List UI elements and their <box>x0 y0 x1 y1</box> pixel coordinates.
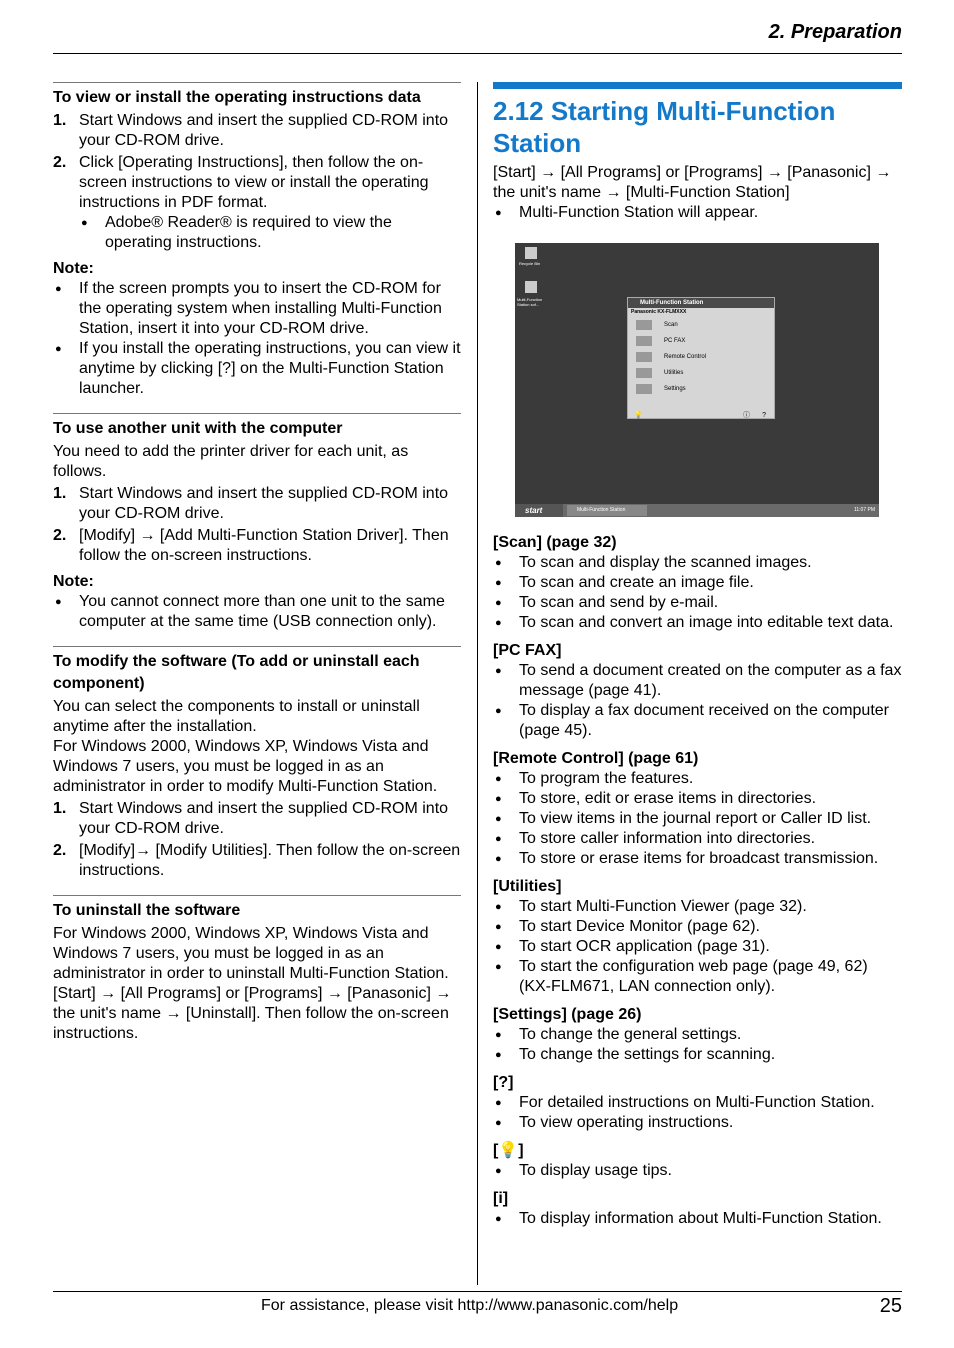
step-number: 2. <box>53 842 67 859</box>
remote-bullet: ● To program the features. <box>493 769 902 789</box>
another-note-1: ● You cannot connect more than one unit to the same computer at the same time (USB connection only). <box>53 592 461 632</box>
footer-assistance: For assistance, please visit http://www.panasonic.com/help <box>261 1297 679 1314</box>
help-icon[interactable]: ? <box>762 412 766 419</box>
scan-bullet: ● To scan and send by e-mail. <box>493 593 902 613</box>
recycle-bin-label: Recycle Bin <box>519 261 541 266</box>
mfs-window-title: Multi-Function Station <box>628 298 774 308</box>
launcher-utilities[interactable]: Utilities <box>628 365 774 381</box>
step-text: [Modify] → [Add Multi-Function Station Driver]. Then follow the on-screen instructions. <box>79 527 449 564</box>
title-rule <box>493 82 902 89</box>
modify-para-1: You can select the components to install or uninstall anytime after the installation. <box>53 698 420 735</box>
taskbar-mfs-task[interactable]: Multi-Function Station <box>567 505 647 516</box>
utilities-bullet: ● To start the configuration web page (page 49, 62) (KX-FLM671, LAN connection only). <box>493 957 902 997</box>
start-button[interactable]: start <box>515 504 563 517</box>
pcfax-bullet: ● To display a fax document received on the computer (page 45). <box>493 701 902 741</box>
step-text: Click [Operating Instructions], then follow the on-screen instructions to view or install the operating instructions in PDF format. <box>79 154 429 211</box>
start-path: [Start] → [All Programs] or [Programs] → [Panasonic] → the unit's name → [Multi-Function Station] <box>493 164 892 201</box>
info-heading: [i] <box>493 1190 509 1207</box>
step-number: 1. <box>53 112 67 129</box>
start-path-bullet: ● Multi-Function Station will appear. <box>493 203 902 223</box>
settings-heading: [Settings] (page 26) <box>493 1006 642 1023</box>
page-number: 25 <box>879 1295 902 1317</box>
view-note-label: Note: <box>53 260 94 277</box>
another-note-label: Note: <box>53 573 94 590</box>
page-footer <box>53 1291 902 1317</box>
lightbulb-icon[interactable]: 💡 <box>634 412 643 419</box>
scan-bullet: ● To scan and display the scanned images. <box>493 553 902 573</box>
taskbar-clock: 11:07 PM <box>853 507 875 513</box>
scan-bullet: ● To scan and create an image file. <box>493 573 902 593</box>
step-number: 1. <box>53 485 67 502</box>
help-bullet: ● To view operating instructions. <box>493 1113 902 1133</box>
pcfax-heading: [PC FAX] <box>493 642 562 659</box>
desktop-screenshot <box>515 243 879 517</box>
tips-heading: [💡] <box>493 1142 524 1159</box>
chapter-title: 2.12 Starting Multi-Function Station <box>493 96 836 158</box>
launcher-scan[interactable]: Scan <box>628 317 774 333</box>
right-column <box>493 82 902 1229</box>
info-bullet: ● To display information about Multi-Function Station. <box>493 1209 902 1229</box>
another-step-1 <box>53 484 461 524</box>
step-text: Start Windows and insert the supplied CD-ROM into your CD-ROM drive. <box>79 800 449 837</box>
step-number: 2. <box>53 154 67 171</box>
remote-bullet: ● To view items in the journal report or Caller ID list. <box>493 809 902 829</box>
utilities-bullet: ● To start OCR application (page 31). <box>493 937 902 957</box>
step-text: [Modify]→ [Modify Utilities]. Then follow the on-screen instructions. <box>79 842 461 879</box>
view-note-2: ● If you install the operating instructions, you can view it anytime by clicking [?] on the Multi-Function Station launcher. <box>53 339 461 399</box>
view-install-heading: To view or install the operating instructions data <box>53 89 421 106</box>
page-header <box>53 20 902 54</box>
another-step-2 <box>53 526 461 566</box>
modify-heading: To modify the software (To add or uninstall each component) <box>53 653 420 692</box>
taskbar <box>515 504 879 517</box>
another-unit-heading: To use another unit with the computer <box>53 420 343 437</box>
view-install-section <box>53 82 461 399</box>
utilities-bullet: ● To start Device Monitor (page 62). <box>493 917 902 937</box>
mfs-desktop-label: Multi-Function Station sof... <box>517 297 543 307</box>
step-number: 2. <box>53 527 67 544</box>
step-text: Start Windows and insert the supplied CD-ROM into your CD-ROM drive. <box>79 485 449 522</box>
modify-para-2: For Windows 2000, Windows XP, Windows Vista and Windows 7 users, you must be logged in as an administrator in order to modify Multi-Function Station. <box>53 738 438 795</box>
another-unit-intro: You need to add the printer driver for each unit, as follows. <box>53 443 409 480</box>
launcher-settings[interactable]: Settings <box>628 381 774 397</box>
utilities-bullet: ● To start Multi-Function Viewer (page 32). <box>493 897 902 917</box>
modify-step-1 <box>53 799 461 839</box>
recycle-bin-icon <box>525 247 537 259</box>
view-step-2 <box>53 153 461 213</box>
mfs-model: Panasonic KX-FLMXXX <box>631 309 687 315</box>
mfs-desktop-icon <box>525 281 537 293</box>
pcfax-bullet: ● To send a document created on the computer as a fax message (page 41). <box>493 661 902 701</box>
column-divider <box>477 82 478 1285</box>
remote-bullet: ● To store, edit or erase items in directories. <box>493 789 902 809</box>
settings-bullet: ● To change the general settings. <box>493 1025 902 1045</box>
step-number: 1. <box>53 800 67 817</box>
view-step-2-bullet: ● Adobe® Reader® is required to view the operating instructions. <box>53 213 461 253</box>
modify-section <box>53 646 461 881</box>
step-text: Start Windows and insert the supplied CD-ROM into your CD-ROM drive. <box>79 112 449 149</box>
left-column <box>53 82 461 1044</box>
remote-heading: [Remote Control] (page 61) <box>493 750 699 767</box>
tips-bullet: ● To display usage tips. <box>493 1161 902 1181</box>
launcher-remote-control[interactable]: Remote Control <box>628 349 774 365</box>
launcher-bottom-bar <box>628 406 774 419</box>
info-icon[interactable]: ⓘ <box>743 412 750 419</box>
view-note-1: ● If the screen prompts you to insert the CD-ROM for the operating system when installing Multi-Function Station, insert it into your CD-ROM drive. <box>53 279 461 339</box>
mfs-launcher-window <box>627 297 775 419</box>
modify-step-2 <box>53 841 461 881</box>
scan-heading: [Scan] (page 32) <box>493 534 617 551</box>
uninstall-section <box>53 895 461 1044</box>
uninstall-heading: To uninstall the software <box>53 902 241 919</box>
help-heading: [?] <box>493 1074 514 1091</box>
scan-bullet: ● To scan and convert an image into editable text data. <box>493 613 902 633</box>
remote-bullet: ● To store or erase items for broadcast transmission. <box>493 849 902 869</box>
remote-bullet: ● To store caller information into directories. <box>493 829 902 849</box>
utilities-heading: [Utilities] <box>493 878 562 895</box>
section-title: 2. Preparation <box>768 21 902 43</box>
launcher-pc-fax[interactable]: PC FAX <box>628 333 774 349</box>
uninstall-para-2: [Start] → [All Programs] or [Programs] → [Panasonic] → the unit's name → [Uninstall]. Then follow the on-screen instructions. <box>53 985 452 1042</box>
another-unit-section <box>53 413 461 632</box>
view-step-1 <box>53 111 461 151</box>
help-bullet: ● For detailed instructions on Multi-Function Station. <box>493 1093 902 1113</box>
settings-bullet: ● To change the settings for scanning. <box>493 1045 902 1065</box>
uninstall-para-1: For Windows 2000, Windows XP, Windows Vista and Windows 7 users, you must be logged in as an administrator in order to uninstall Multi-Function Station. <box>53 925 449 982</box>
